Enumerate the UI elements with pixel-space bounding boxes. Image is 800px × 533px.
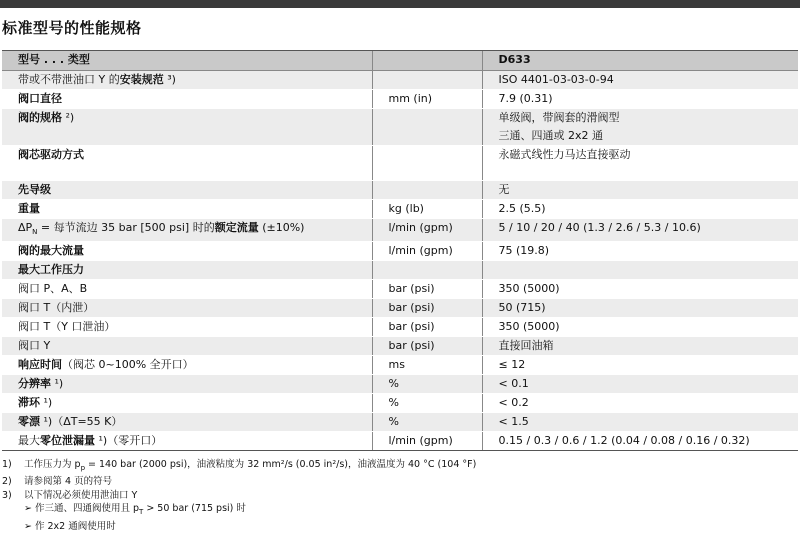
- label-text: 带或不带泄油口 Y 的: [18, 73, 120, 86]
- label-bold: 滞环: [18, 396, 40, 410]
- label-text: = 每节流边 35 bar [500 psi] 时的: [37, 221, 215, 234]
- row-label: [2, 337, 372, 356]
- footnote: [2, 458, 476, 475]
- row-unit: ms: [372, 356, 482, 375]
- label-bold: 阀芯驱动方式: [18, 148, 84, 161]
- table-row: [2, 219, 798, 242]
- header-model: D633: [482, 51, 798, 71]
- row-unit: bar (psi): [372, 280, 482, 299]
- row-label: [2, 261, 372, 280]
- table-row: [2, 242, 798, 261]
- label-bold: 零漂: [18, 415, 40, 429]
- value-text: 单级阀，带阀套的滑阀型: [498, 111, 620, 124]
- table-row: [2, 146, 798, 181]
- row-value: [482, 394, 798, 413]
- label-bold: 阀的规格: [18, 111, 62, 124]
- page-title: 标准型号的性能规格: [2, 19, 142, 37]
- footnote-text: 请参阅第 4 页的符号: [24, 476, 113, 488]
- row-value: [482, 375, 798, 394]
- table-row: [2, 394, 798, 413]
- footnote-number: 2): [2, 476, 12, 488]
- label-suffix: （ΔT=55 K）: [52, 415, 123, 429]
- table-row: [2, 413, 798, 432]
- header-unit: [372, 51, 482, 71]
- label-suffix: （阀芯 0~100% 全开口）: [62, 358, 194, 372]
- footnote-text: 以下情况必须使用泄油口 Y: [24, 489, 138, 501]
- spec-table: [2, 50, 798, 451]
- row-unit: [372, 71, 482, 90]
- value-text: 5 / 10 / 20 / 40 (1.3 / 2.6 / 5.3 / 10.6): [498, 221, 701, 234]
- row-unit: l/min (gpm): [372, 242, 482, 261]
- label-suffix: (±10%): [258, 221, 305, 234]
- row-label: [2, 356, 372, 375]
- row-label: [2, 219, 372, 242]
- label-bold: 最大工作压力: [18, 263, 84, 277]
- row-value: [482, 299, 798, 318]
- row-value: [482, 71, 798, 90]
- value-text: 50 (715): [498, 301, 546, 315]
- value-text: 0.15 / 0.3 / 0.6 / 1.2 (0.04 / 0.08 / 0.16 / 0.32): [498, 434, 750, 448]
- row-unit: %: [372, 413, 482, 432]
- row-label: [2, 181, 372, 200]
- header-type: 型号 . . . 类型: [2, 51, 372, 71]
- footnote-text: ➢ 作 2x2 通阀使用时: [24, 520, 116, 532]
- value-text: 350 (5000): [498, 320, 560, 334]
- footnote-number: 3): [2, 489, 12, 501]
- table-row: [2, 375, 798, 394]
- label-text: 最大: [18, 434, 40, 448]
- row-label: [2, 280, 372, 299]
- row-unit: l/min (gpm): [372, 432, 482, 451]
- label-suffix: （零开口）: [107, 434, 163, 448]
- row-unit: %: [372, 394, 482, 413]
- table-row: [2, 200, 798, 219]
- row-value: [482, 219, 798, 242]
- footnote: [2, 489, 476, 503]
- footnotes: [2, 458, 476, 533]
- footnote-text: 工作压力为 p: [24, 459, 81, 470]
- row-label: [2, 109, 372, 146]
- footnote-sub: p: [80, 463, 86, 472]
- row-unit: mm (in): [372, 90, 482, 109]
- row-label: [2, 394, 372, 413]
- row-value: [482, 261, 798, 280]
- value-text: < 0.1: [498, 377, 529, 391]
- table-row: [2, 71, 798, 90]
- table-row: [2, 432, 798, 451]
- value-text: < 0.2: [498, 396, 529, 410]
- value-text: 无: [498, 183, 510, 196]
- label-bold: 额定流量: [214, 221, 259, 234]
- row-value: [482, 242, 798, 261]
- table-row: [2, 109, 798, 146]
- value-text: ISO 4401-03-03-0-94: [498, 73, 614, 86]
- value-text-line2: 三通、四通或 2x2 通: [498, 129, 603, 142]
- label-prefix-sub: N: [32, 228, 38, 237]
- label-footnote-ref: ¹): [95, 434, 108, 448]
- value-text: 350 (5000): [498, 282, 560, 296]
- row-value: [482, 337, 798, 356]
- row-unit: [372, 261, 482, 280]
- value-text: 75 (19.8): [498, 244, 550, 258]
- value-text: 7.9 (0.31): [498, 92, 553, 105]
- footnote-sub: T: [139, 508, 144, 517]
- value-text: 永磁式线性力马达直接驱动: [498, 148, 631, 161]
- row-value: [482, 318, 798, 337]
- label-text: 阀口 T（内泄）: [18, 301, 95, 315]
- row-label: [2, 299, 372, 318]
- label-bold: 安装规范: [119, 73, 164, 86]
- table-row: [2, 318, 798, 337]
- label-bold: 阀的最大流量: [18, 244, 84, 258]
- label-bold: 响应时间: [18, 358, 62, 372]
- row-label: [2, 413, 372, 432]
- value-text: ≤ 12: [498, 358, 526, 372]
- footnote: [2, 502, 476, 519]
- footnote-text-rest: = 140 bar (2000 psi)，油液粘度为 32 mm²/s (0.05 in²/s)，油液温度为 40 °C (104 °F): [85, 459, 477, 470]
- label-bold: 先导级: [18, 183, 51, 196]
- footnote: [2, 520, 476, 533]
- footnote-text-rest: > 50 bar (715 psi) 时: [143, 503, 246, 515]
- label-footnote-ref: ²): [62, 111, 75, 124]
- label-bold: 重量: [18, 202, 40, 215]
- value-text: 2.5 (5.5): [498, 202, 546, 215]
- row-unit: %: [372, 375, 482, 394]
- row-unit: bar (psi): [372, 299, 482, 318]
- row-unit: [372, 146, 482, 181]
- row-unit: [372, 181, 482, 200]
- row-value: [482, 413, 798, 432]
- row-unit: bar (psi): [372, 337, 482, 356]
- value-text: 直接回油箱: [498, 339, 554, 353]
- label-bold: 分辨率: [18, 377, 51, 391]
- row-value: [482, 146, 798, 181]
- footnote-text: ➢ 作三通、四通阀使用且 p: [24, 503, 140, 515]
- label-text: 阀口 T（Y 口泄油）: [18, 320, 116, 334]
- row-label: [2, 71, 372, 90]
- row-value: [482, 432, 798, 451]
- row-value: [482, 181, 798, 200]
- row-label: [2, 90, 372, 109]
- table-header-row: [2, 51, 798, 71]
- row-value: [482, 200, 798, 219]
- row-value: [482, 356, 798, 375]
- row-value: [482, 280, 798, 299]
- label-text: 阀口 P、A、B: [18, 282, 88, 296]
- row-value: [482, 109, 798, 146]
- table-row: [2, 299, 798, 318]
- table-row: [2, 181, 798, 200]
- label-bold: 零位泄漏量: [40, 434, 95, 448]
- row-unit: bar (psi): [372, 318, 482, 337]
- row-unit: kg (lb): [372, 200, 482, 219]
- row-value: [482, 90, 798, 109]
- row-label: [2, 146, 372, 181]
- table-row: [2, 90, 798, 109]
- row-label: [2, 242, 372, 261]
- label-footnote-ref: ¹): [51, 377, 64, 391]
- row-unit: l/min (gpm): [372, 219, 482, 242]
- row-label: [2, 200, 372, 219]
- row-label: [2, 375, 372, 394]
- label-footnote-ref: ¹): [40, 415, 53, 429]
- label-prefix: ΔP: [18, 221, 33, 234]
- label-text: 阀口 Y: [18, 339, 51, 353]
- label-footnote-ref: ¹): [40, 396, 53, 410]
- row-label: [2, 318, 372, 337]
- value-text: < 1.5: [498, 415, 529, 429]
- table-row: [2, 337, 798, 356]
- label-bold: 阀口直径: [18, 92, 62, 105]
- footnote-number: 1): [2, 459, 12, 470]
- table-row: [2, 356, 798, 375]
- row-unit: [372, 109, 482, 146]
- footnote: [2, 475, 476, 489]
- table-row: [2, 280, 798, 299]
- table-row: [2, 261, 798, 280]
- top-rule: [0, 0, 800, 8]
- label-footnote-ref: ³): [163, 73, 176, 86]
- row-label: [2, 432, 372, 451]
